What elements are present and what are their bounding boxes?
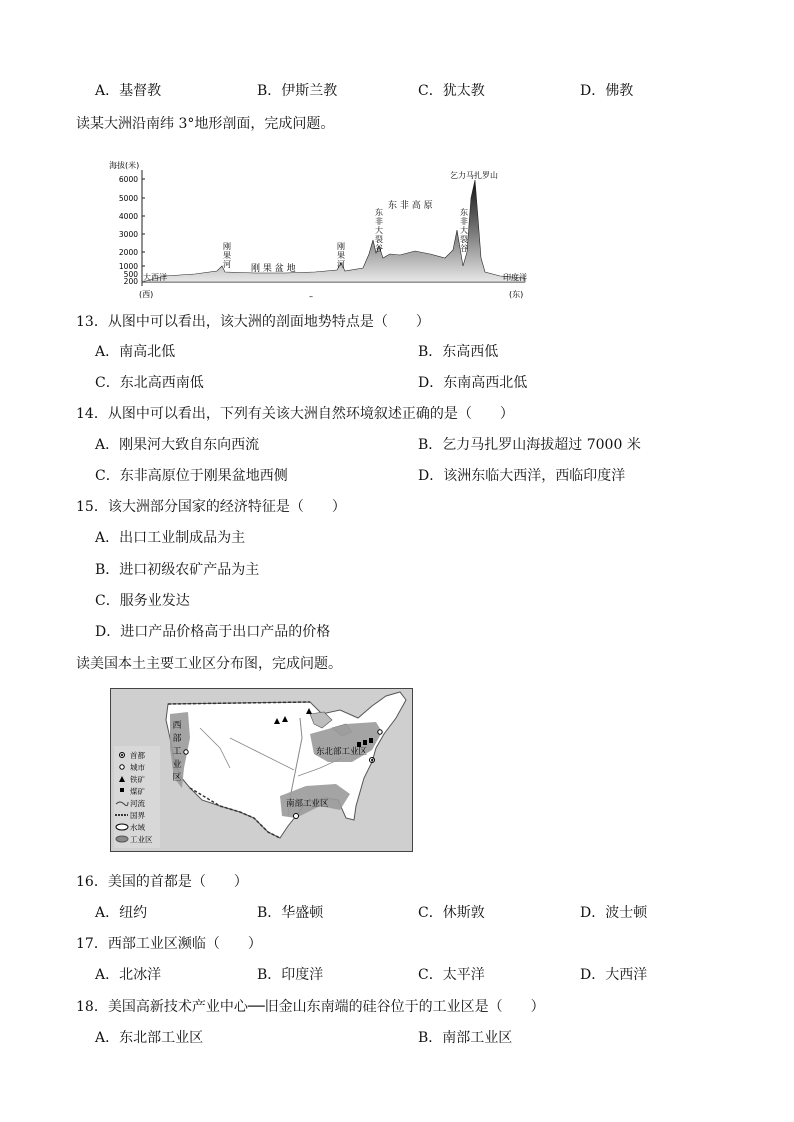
q16-option-d[interactable]: D．波士顿	[580, 905, 648, 921]
q14-option-a[interactable]: A．刚果河大致自东向西流	[95, 437, 260, 453]
congo-river-right-3: 河	[337, 260, 345, 269]
congo-river-left-3: 河	[223, 260, 231, 269]
northeast-region-label: 东北部工业区	[316, 747, 368, 757]
legend-coal: 煤矿	[130, 787, 145, 796]
congo-river-left-2: 果	[223, 251, 231, 260]
tick-200: 200	[123, 277, 138, 286]
q16-stem: 16．美国的首都是（ ）	[76, 874, 248, 890]
tick-2000: 2000	[118, 248, 138, 257]
q17-stem: 17．西部工业区濒临（ ）	[76, 936, 262, 952]
west-region-char-2: 部	[172, 734, 182, 744]
legend-capital: 首都	[130, 751, 145, 760]
q14-stem: 14．从图中可以看出，下列有关该大洲自然环境叙述正确的是（ ）	[76, 406, 514, 422]
q15-option-b[interactable]: B．进口初级农矿产品为主	[95, 562, 260, 578]
rift-right-4: 裂	[460, 235, 468, 244]
q13-stem: 13．从图中可以看出，该大洲的剖面地势特点是（ ）	[76, 314, 430, 330]
congo-river-right-2: 果	[337, 251, 345, 260]
axis-dash: –	[309, 292, 313, 300]
rift-left-4: 裂	[375, 235, 383, 244]
q15-option-c[interactable]: C．服务业发达	[95, 593, 190, 609]
q14-option-c[interactable]: C．东非高原位于刚果盆地西侧	[95, 468, 288, 484]
congo-river-right-1: 刚	[337, 242, 345, 251]
west-region-char-5: 区	[172, 773, 182, 783]
tick-3000: 3000	[118, 230, 138, 239]
rift-right-2: 非	[460, 217, 468, 226]
q18-stem: 18．美国高新技术产业中心──旧金山东南端的硅谷位于的工业区是（ ）	[76, 999, 545, 1015]
atlantic-label: 大西洋	[143, 273, 167, 282]
q14-option-d[interactable]: D．该洲东临大西洋，西临印度洋	[418, 468, 626, 484]
tick-6000: 6000	[118, 175, 138, 184]
legend-industrial: 工业区	[130, 835, 153, 844]
q18-option-a[interactable]: A．东北部工业区	[95, 1030, 204, 1046]
west-region-char-4: 业	[172, 760, 182, 770]
west-region-char-3: 工	[172, 747, 182, 757]
legend-river: 河流	[130, 799, 145, 808]
q17-option-a[interactable]: A．北冰洋	[95, 967, 162, 983]
east-african-plateau-label: 东 非 高 原	[388, 201, 433, 211]
legend-border: 国界	[130, 811, 145, 820]
indian-ocean-label: 印度洋	[503, 273, 527, 282]
q13-option-d[interactable]: D．东南高西北低	[418, 375, 528, 391]
q16-option-c[interactable]: C．休斯敦	[418, 905, 485, 921]
profile-intro: 读某大洲沿南纬 3°地形剖面，完成问题。	[76, 116, 335, 132]
legend-iron: 铁矿	[130, 775, 145, 784]
q12-option-d[interactable]: D．佛教	[580, 83, 634, 99]
terrain-profile-figure	[105, 158, 535, 300]
q12-option-a[interactable]: A．基督教	[95, 83, 162, 99]
tick-5000: 5000	[118, 194, 138, 203]
kilimanjaro-label: 乞力马扎罗山	[450, 171, 498, 180]
rift-left-3: 大	[375, 226, 383, 235]
congo-river-left-1: 刚	[223, 242, 231, 251]
q13-option-b[interactable]: B．东高西低	[418, 344, 499, 360]
tick-4000: 4000	[118, 212, 138, 221]
q17-option-c[interactable]: C．太平洋	[418, 967, 485, 983]
tick-1000: 1000	[118, 262, 138, 271]
rift-right-5: 谷	[460, 244, 468, 253]
q13-option-a[interactable]: A．南高北低	[95, 344, 176, 360]
q15-option-d[interactable]: D．进口产品价格高于出口产品的价格	[95, 624, 331, 640]
east-label: (东)	[509, 290, 524, 299]
q12-option-b[interactable]: B．伊斯兰教	[257, 83, 338, 99]
legend-water: 水域	[130, 823, 145, 832]
q14-option-b[interactable]: B．乞力马扎罗山海拔超过 7000 米	[418, 437, 641, 453]
rift-right-1: 东	[460, 208, 468, 217]
q16-option-b[interactable]: B．华盛顿	[257, 905, 324, 921]
tick-500: 500	[123, 270, 138, 279]
q16-option-a[interactable]: A．纽约	[95, 905, 148, 921]
congo-basin-label: 刚 果 盆 地	[251, 264, 296, 274]
west-label: (西)	[139, 290, 154, 299]
south-region-label: 南部工业区	[286, 799, 329, 809]
legend-city: 城市	[130, 763, 145, 772]
rift-right-3: 大	[460, 226, 468, 235]
rift-left-2: 非	[375, 217, 383, 226]
q13-option-c[interactable]: C．东北高西南低	[95, 375, 204, 391]
q15-option-a[interactable]: A．出口工业制成品为主	[95, 530, 246, 546]
rift-left-1: 东	[375, 208, 383, 217]
west-region-char-1: 西	[172, 721, 182, 731]
q15-stem: 15．该大洲部分国家的经济特征是（ ）	[76, 499, 346, 515]
us-industry-map	[110, 688, 413, 852]
q17-option-b[interactable]: B．印度洋	[257, 967, 324, 983]
map-intro: 读美国本土主要工业区分布图，完成问题。	[76, 656, 342, 672]
rift-left-5: 谷	[375, 244, 383, 253]
profile-y-label: 海拔(米)	[109, 161, 140, 170]
q18-option-b[interactable]: B．南部工业区	[418, 1030, 513, 1046]
q17-option-d[interactable]: D．大西洋	[580, 967, 648, 983]
q12-option-c[interactable]: C．犹太教	[418, 83, 485, 99]
